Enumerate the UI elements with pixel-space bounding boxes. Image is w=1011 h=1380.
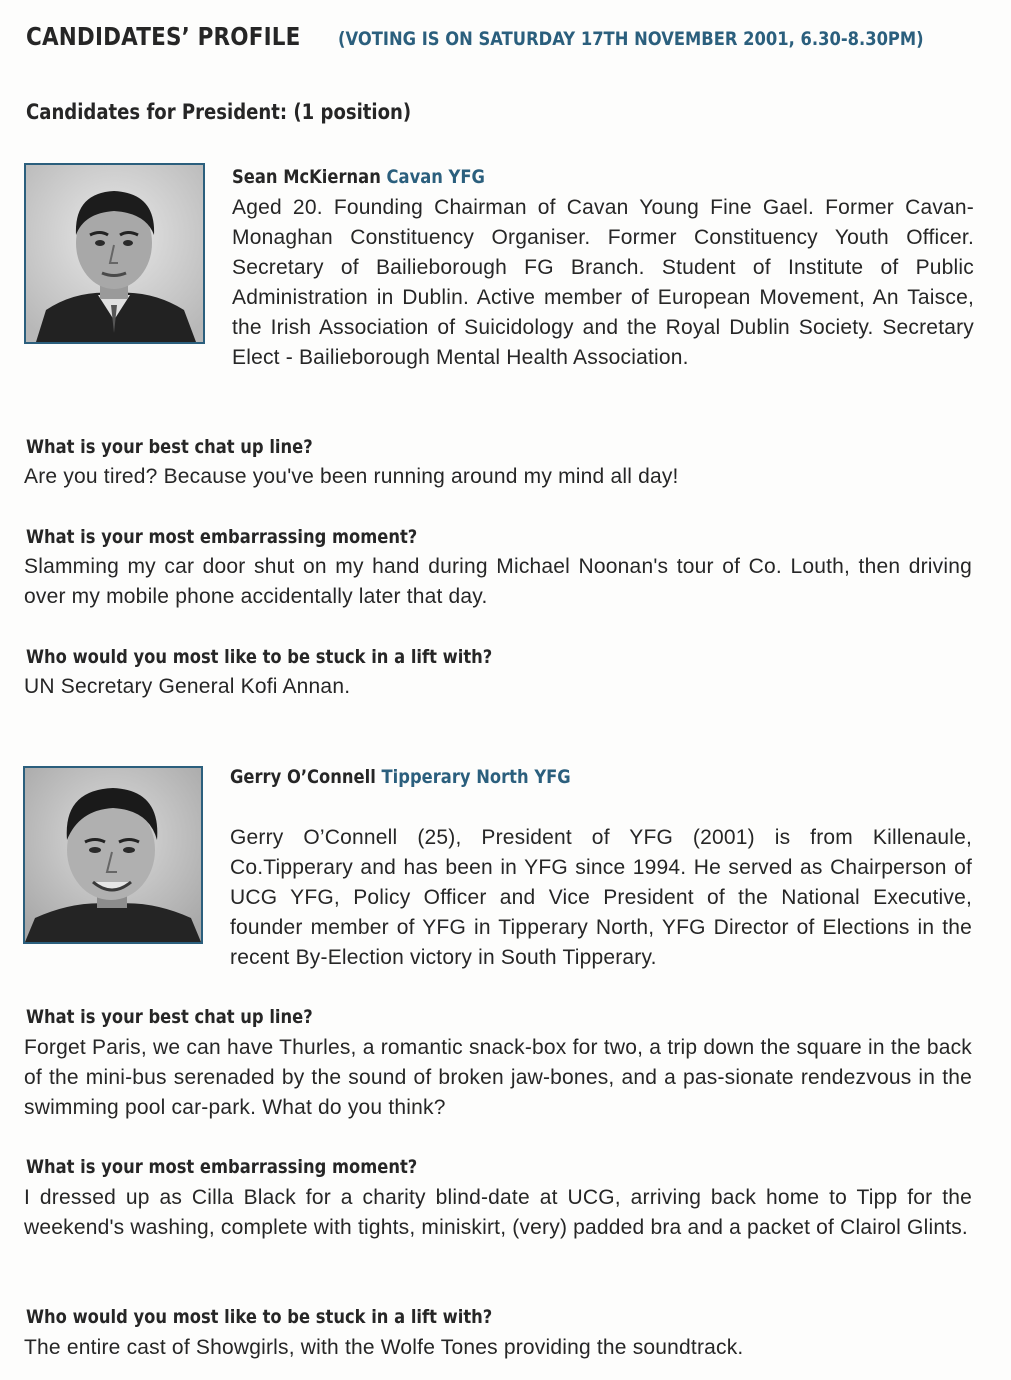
page-title: CANDIDATES’ PROFILE: [26, 22, 301, 51]
portrait-icon: [25, 768, 201, 942]
question: What is your most embarrassing moment?: [26, 526, 418, 548]
answer: Forget Paris, we can have Thurles, a romantic snack-box for two, a trip down the square in the back of the mini-bus serenaded by the sound of broken jaw-bones, and a pas-sionate rendezvous in the swimming pool car-park. What do you think?: [24, 1036, 972, 1119]
page-header: [26, 22, 1011, 51]
answer: UN Secretary General Kofi Annan.: [24, 675, 351, 698]
candidate-bio: Aged 20. Founding Chairman of Cavan Young Fine Gael. Former Cavan-Monaghan Constituency Organiser. Former Constituency Youth Officer. Secretary of Bailieborough FG Branch. Student of Institute of Public Administration in Dublin. Active member of European Movement, An Taisce, the Irish Association of Suicidology and the Royal Dublin Society. Secretary Elect - Bailieborough Mental Health Association.: [232, 196, 974, 369]
question: What is your best chat up line?: [26, 436, 313, 458]
voting-date-subtitle: (VOTING IS ON SATURDAY 17TH NOVEMBER 2001, 6.30-8.30PM): [338, 28, 924, 50]
candidate-photo-oconnell: [23, 766, 203, 944]
candidate-name: Gerry O’Connell: [230, 766, 376, 788]
candidate-branch: Cavan YFG: [386, 166, 485, 188]
section-heading: Candidates for President: (1 position): [26, 100, 412, 124]
question: Who would you most like to be stuck in a lift with?: [26, 1306, 493, 1328]
portrait-icon: [26, 165, 203, 342]
answer: Are you tired? Because you've been running around my mind all day!: [24, 465, 679, 488]
question: Who would you most like to be stuck in a lift with?: [26, 646, 493, 668]
candidate-bio: Gerry O’Connell (25), President of YFG (2001) is from Killenaule, Co.Tipperary and has been in YFG since 1994. He served as Chairperson of UCG YFG, Policy Officer and Vice President of the National Executive, founder member of YFG in Tipperary North, YFG Director of Elections in the recent By-Election victory in South Tipperary.: [230, 826, 972, 969]
candidate-name-line: [230, 766, 571, 788]
candidate-photo-mckiernan: [24, 163, 205, 344]
answer: The entire cast of Showgirls, with the Wolfe Tones providing the soundtrack.: [24, 1336, 744, 1359]
candidate-name-line: [232, 166, 485, 188]
answer: I dressed up as Cilla Black for a charity blind-date at UCG, arriving back home to Tipp for the weekend's washing, complete with tights, miniskirt, (very) padded bra and a packet of Clairol Glints.: [24, 1186, 972, 1239]
question: What is your best chat up line?: [26, 1006, 313, 1028]
question: What is your most embarrassing moment?: [26, 1156, 418, 1178]
candidate-branch: Tipperary North YFG: [381, 766, 571, 788]
answer: Slamming my car door shut on my hand during Michael Noonan's tour of Co. Louth, then driving over my mobile phone accidentally later that day.: [24, 555, 972, 608]
candidate-name: Sean McKiernan: [232, 166, 381, 188]
